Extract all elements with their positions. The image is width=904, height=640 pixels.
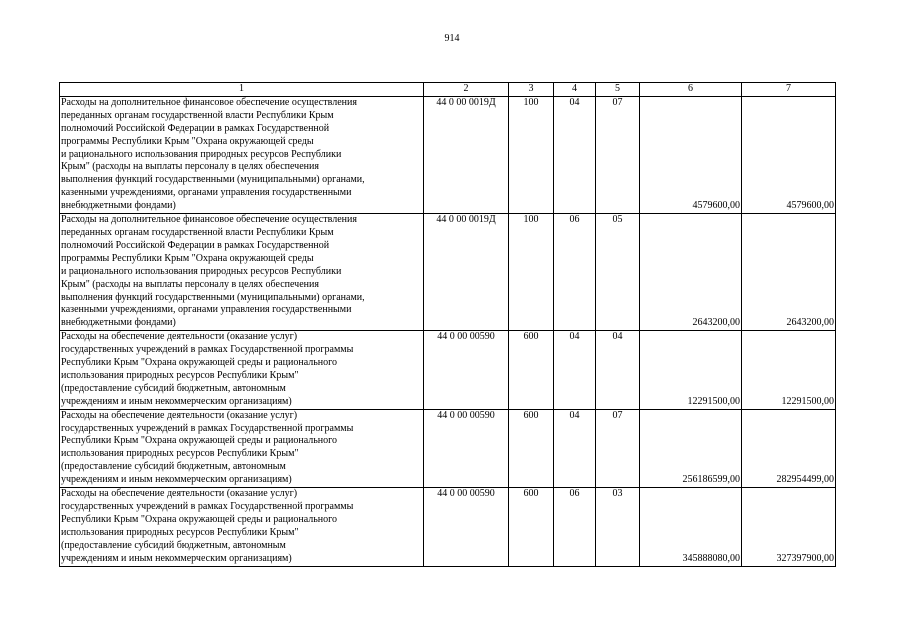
table-row (60, 96, 836, 213)
table-row (60, 488, 836, 566)
table-row (60, 214, 836, 331)
row-pr: 05 (596, 214, 640, 331)
row-code: 44 0 00 00590 (424, 488, 509, 566)
row-code: 44 0 00 00590 (424, 409, 509, 487)
row-vr: 100 (509, 96, 554, 213)
table-header-row (60, 83, 836, 97)
column-header: 2 (424, 83, 509, 97)
row-rz: 04 (554, 331, 596, 409)
row-pr: 07 (596, 409, 640, 487)
row-description: Расходы на дополнительное финансовое обеспечение осуществления переданных органам государственной власти Республики Крым полномочий Российской Федерации в рамках Государственной программы Республики Крым "Охрана окружающей среды и рационального использования природных ресурсов Республики Крым" (расходы на выплаты персоналу в целях обеспечения выполнения функций государственными (муниципальными) органами, казенными учреждениями, органами управления государственными внебюджетными фондами) (60, 96, 424, 213)
column-header: 3 (509, 83, 554, 97)
row-description: Расходы на дополнительное финансовое обеспечение осуществления переданных органам государственной власти Республики Крым полномочий Российской Федерации в рамках Государственной программы Республики Крым "Охрана окружающей среды и рационального использования природных ресурсов Республики Крым" (расходы на выплаты персоналу в целях обеспечения выполнения функций государственными (муниципальными) органами, казенными учреждениями, органами управления государственными внебюджетными фондами) (60, 214, 424, 331)
page-number: 914 (444, 33, 460, 44)
row-amount-7: 282954499,00 (742, 409, 836, 487)
table-row (60, 331, 836, 409)
row-rz: 06 (554, 214, 596, 331)
budget-table (59, 82, 836, 567)
row-description: Расходы на обеспечение деятельности (оказание услуг) государственных учреждений в рамках Государственной программы Республики Крым "Охрана окружающей среды и рационального использования природных ресурсов Республики Крым" (предоставление субсидий бюджетным, автономным учреждениям и иным некоммерческим организациям) (60, 488, 424, 566)
row-vr: 600 (509, 409, 554, 487)
column-header: 1 (60, 83, 424, 97)
row-vr: 600 (509, 488, 554, 566)
row-amount-7: 2643200,00 (742, 214, 836, 331)
row-description: Расходы на обеспечение деятельности (оказание услуг) государственных учреждений в рамках Государственной программы Республики Крым "Охрана окружающей среды и рационального использования природных ресурсов Республики Крым" (предоставление субсидий бюджетным, автономным учреждениям и иным некоммерческим организациям) (60, 409, 424, 487)
row-amount-6: 2643200,00 (640, 214, 742, 331)
column-header: 6 (640, 83, 742, 97)
row-pr: 07 (596, 96, 640, 213)
row-description: Расходы на обеспечение деятельности (оказание услуг) государственных учреждений в рамках Государственной программы Республики Крым "Охрана окружающей среды и рационального использования природных ресурсов Республики Крым" (предоставление субсидий бюджетным, автономным учреждениям и иным некоммерческим организациям) (60, 331, 424, 409)
row-vr: 100 (509, 214, 554, 331)
row-amount-6: 12291500,00 (640, 331, 742, 409)
table-row (60, 409, 836, 487)
row-code: 44 0 00 0019Д (424, 214, 509, 331)
column-header: 7 (742, 83, 836, 97)
row-amount-6: 4579600,00 (640, 96, 742, 213)
column-header: 5 (596, 83, 640, 97)
row-rz: 06 (554, 488, 596, 566)
row-rz: 04 (554, 96, 596, 213)
column-header: 4 (554, 83, 596, 97)
row-amount-6: 256186599,00 (640, 409, 742, 487)
row-pr: 04 (596, 331, 640, 409)
row-code: 44 0 00 0019Д (424, 96, 509, 213)
row-amount-7: 4579600,00 (742, 96, 836, 213)
row-amount-7: 327397900,00 (742, 488, 836, 566)
row-rz: 04 (554, 409, 596, 487)
row-pr: 03 (596, 488, 640, 566)
row-vr: 600 (509, 331, 554, 409)
row-amount-6: 345888080,00 (640, 488, 742, 566)
row-code: 44 0 00 00590 (424, 331, 509, 409)
row-amount-7: 12291500,00 (742, 331, 836, 409)
